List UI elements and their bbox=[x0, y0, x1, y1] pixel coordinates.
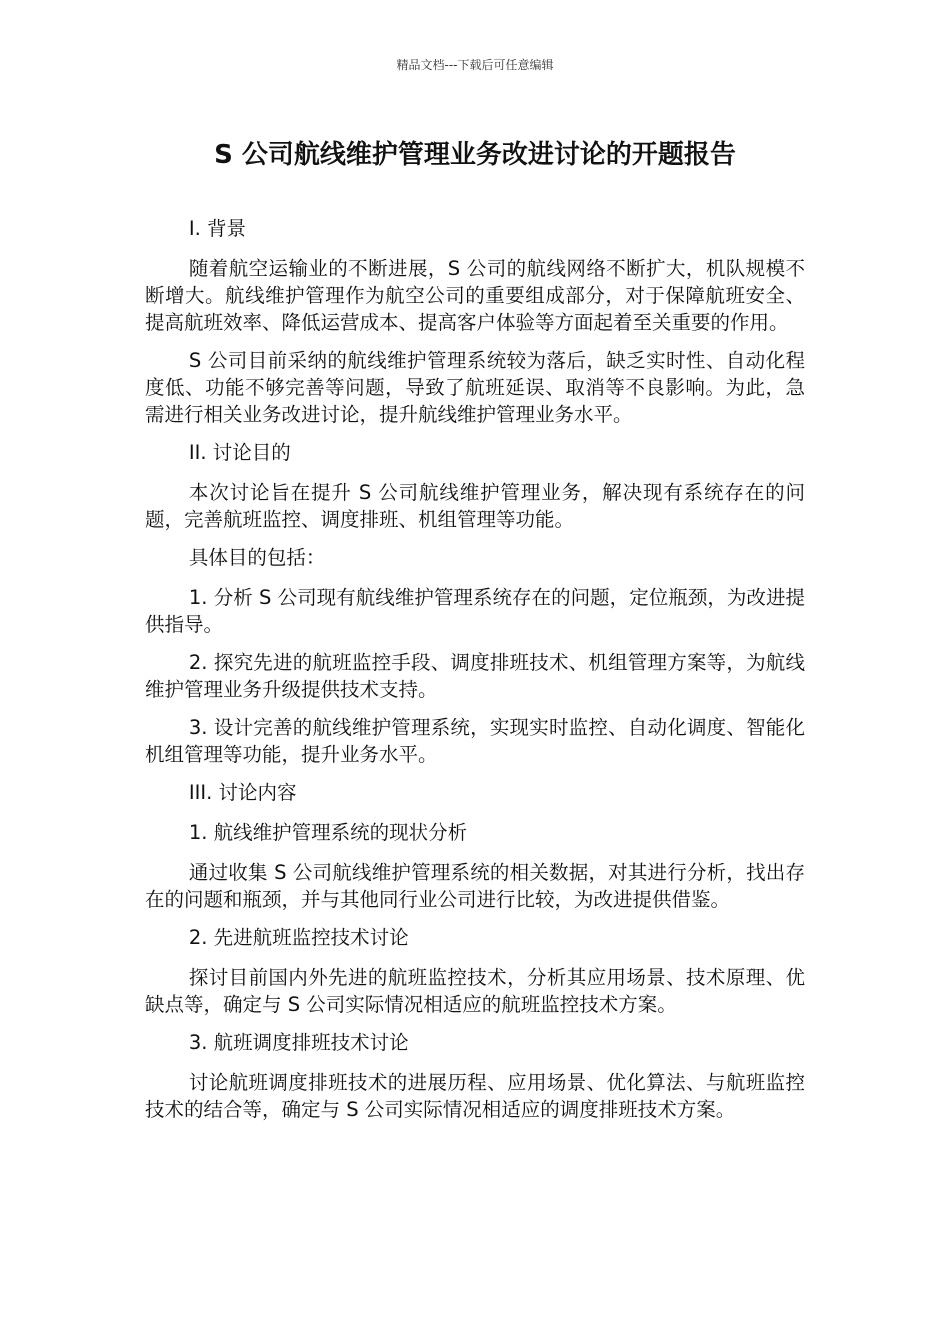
list-item: 1. 分析 S 公司现有航线维护管理系统存在的问题，定位瓶颈，为改进提供指导。 bbox=[145, 586, 805, 636]
body-paragraph: 讨论航班调度排班技术的进展历程、应用场景、优化算法、与航班监控技术的结合等，确定与 S 公司实际情况相适应的调度排班技术方案。 bbox=[145, 1071, 805, 1121]
body-paragraph: 通过收集 S 公司航线维护管理系统的相关数据，对其进行分析，找出存在的问题和瓶颈，并与其他同行业公司进行比较，为改进提供借鉴。 bbox=[145, 861, 805, 911]
body-paragraph: S 公司目前采纳的航线维护管理系统较为落后，缺乏实时性、自动化程度低、功能不够完善等问题，导致了航班延误、取消等不良影响。为此，急需进行相关业务改进讨论，提升航线维护管理业务水平。 bbox=[145, 349, 805, 426]
document-body bbox=[145, 215, 805, 1134]
document-title: S 公司航线维护管理业务改进讨论的开题报告 bbox=[214, 140, 736, 170]
body-paragraph: 随着航空运输业的不断进展，S 公司的航线网络不断扩大，机队规模不断增大。航线维护管理作为航空公司的重要组成部分，对于保障航班安全、提高航班效率、降低运营成本、提高客户体验等方面起着至关重要的作用。 bbox=[145, 257, 805, 334]
subheading: 2. 先进航班监控技术讨论 bbox=[188, 926, 409, 949]
section-heading: II. 讨论目的 bbox=[188, 441, 291, 464]
subheading: 具体目的包括： bbox=[188, 546, 326, 569]
body-paragraph: 本次讨论旨在提升 S 公司航线维护管理业务，解决现有系统存在的问题，完善航班监控、调度排班、机组管理等功能。 bbox=[145, 481, 805, 531]
body-paragraph: 探讨目前国内外先进的航班监控技术，分析其应用场景、技术原理、优缺点等，确定与 S 公司实际情况相适应的航班监控技术方案。 bbox=[145, 966, 805, 1016]
list-item: 3. 设计完善的航线维护管理系统，实现实时监控、自动化调度、智能化机组管理等功能，提升业务水平。 bbox=[145, 716, 805, 766]
section-heading: III. 讨论内容 bbox=[188, 781, 297, 804]
subheading: 3. 航班调度排班技术讨论 bbox=[188, 1031, 409, 1054]
page-header: 精品文档---下载后可任意编辑 bbox=[396, 58, 554, 72]
list-item: 2. 探究先进的航班监控手段、调度排班技术、机组管理方案等，为航线维护管理业务升级提供技术支持。 bbox=[145, 651, 805, 701]
section-heading: I. 背景 bbox=[188, 217, 247, 240]
subheading: 1. 航线维护管理系统的现状分析 bbox=[188, 821, 468, 844]
